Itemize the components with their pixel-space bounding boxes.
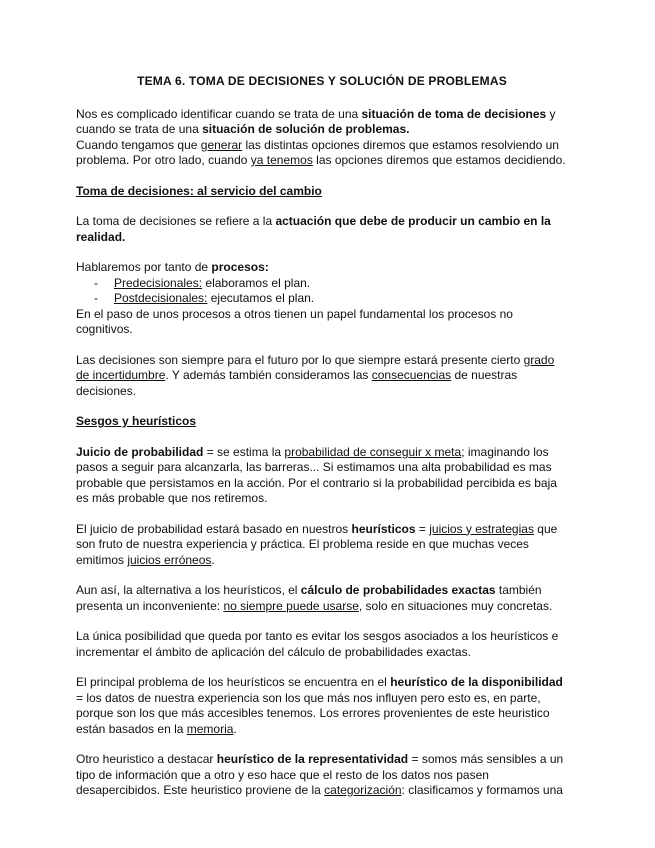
text: El principal problema de los heurísticos se encuentra en el: [76, 675, 391, 689]
text: ; imaginando los pasos a seguir para alcanzarla, las barreras...: [76, 444, 549, 474]
text: = los datos de nuestra experiencia son los que más nos influyen pero esto es, en parte, porque son los que más accesibles tenemos. Los errores provenientes de este heuristico están basados en la: [76, 690, 550, 736]
paragraph-heuristicos: [76, 522, 568, 569]
text: : clasificamos y formamos una: [401, 783, 563, 797]
text: .: [211, 552, 215, 567]
paragraph-procesos: [76, 260, 568, 276]
text: .: [233, 721, 237, 736]
text: Cuando tengamos que: [76, 137, 201, 152]
text: también presenta un inconveniente:: [76, 583, 542, 613]
underlined-text: juicios y estrategias: [429, 521, 534, 536]
paragraph-representatividad: [76, 752, 568, 799]
text: La toma de decisiones se refiere a la: [76, 214, 276, 228]
underlined-text: grado de incertidumbre: [76, 352, 555, 382]
bold-text: heurístico de la disponibilidad: [390, 675, 563, 689]
section-heading-sesgos: Sesgos y heurísticos: [76, 414, 197, 428]
text: . Y además también consideramos las: [165, 368, 372, 382]
bold-text: heurísticos: [351, 521, 416, 536]
paragraph-disponibilidad: [76, 675, 568, 737]
underlined-text: juicios erróneos: [127, 552, 212, 567]
bold-text: procesos:: [211, 260, 269, 274]
text: Otro heuristico a destacar: [76, 752, 217, 766]
section-heading-toma-de-decisiones: Toma de decisiones: al servicio del cambio: [76, 183, 322, 198]
text: , solo en situaciones muy concretas.: [358, 598, 553, 613]
paragraph-unica-posibilidad: [76, 629, 568, 660]
paragraph-juicio-probabilidad: [76, 445, 568, 507]
bold-text: situación de solución de problemas.: [202, 122, 410, 136]
underlined-text: memoria: [186, 721, 234, 736]
underlined-text: categorización: [324, 783, 402, 797]
underlined-text: generar: [200, 137, 243, 152]
underlined-text: no siempre puede usarse: [223, 598, 359, 613]
underlined-text: consecuencias: [371, 368, 452, 382]
underlined-text: Predecisionales:: [114, 275, 203, 290]
procesos-list: [76, 276, 568, 307]
text: Nos es complicado identificar cuando se trata de una: [76, 106, 362, 121]
text: = somos más sensibles a un tipo de información que a otro y eso hace que el resto de los datos nos pasen desapercibidos. Este heuristico proviene de la: [76, 752, 564, 797]
text: Las decisiones son siempre para el futuro por lo que siempre estará presente cierto: [76, 352, 524, 367]
text: que son fruto de nuestra experiencia y práctica. El problema reside en que muchas veces emitimos: [76, 521, 558, 567]
text: El juicio de probabilidad estará basado en nuestros: [76, 521, 352, 536]
text: las opciones diremos que estamos decidiendo.: [312, 153, 566, 167]
document-body: [76, 74, 568, 814]
text: ejecutamos el plan.: [207, 291, 315, 305]
text: las distintas opciones diremos que estamos resolviendo un problema. Por otro lado, cuando: [76, 137, 559, 167]
underlined-text: Postdecisionales:: [114, 291, 208, 305]
bold-text: situación de toma de decisiones: [361, 106, 547, 121]
text: Hablaremos por tanto de: [76, 260, 212, 274]
underlined-text: ya tenemos: [250, 153, 313, 167]
bold-text: Juicio de probabilidad: [76, 444, 204, 459]
text: Aun así, la alternativa a los heurísticos, el: [76, 583, 301, 597]
text: elaboramos el plan.: [202, 275, 311, 290]
intro-paragraph: [76, 107, 568, 169]
text: En el paso de unos procesos a otros tienen un papel fundamental los procesos no cognitivos.: [76, 306, 513, 336]
text: La única posibilidad que queda por tanto es evitar los sesgos asociados a los heurísticos e incrementar el ámbito de aplicación del cálculo de probabilidades exactas.: [76, 629, 559, 659]
bold-text: cálculo de probabilidades exactas: [300, 583, 496, 597]
text: =: [415, 521, 430, 536]
document-title: TEMA 6. TOMA DE DECISIONES Y SOLUCIÓN DE PROBLEMAS: [137, 74, 507, 88]
bold-text: heurístico de la representatividad: [216, 752, 409, 766]
paragraph-incertidumbre: [76, 353, 568, 400]
underlined-text: probabilidad de conseguir x meta: [284, 444, 462, 459]
text: Si estimamos una alta probabilidad es mas probable que persistamos en la acción. Por el contrario si la probabilidad percibida es baja es más probable que nos retiremos.: [76, 460, 557, 505]
list-item: [94, 291, 568, 307]
list-item: [94, 276, 568, 292]
bold-text: actuación que debe de producir un cambio en la realidad.: [76, 214, 551, 244]
text: de nuestras decisiones.: [76, 368, 518, 398]
paragraph-procesos-cognitivos: [76, 307, 568, 338]
text: = se estima la: [203, 444, 285, 459]
paragraph-calculo-probabilidades: [76, 583, 568, 614]
text: y cuando se trata de una: [76, 106, 556, 136]
paragraph-definition: [76, 214, 568, 245]
